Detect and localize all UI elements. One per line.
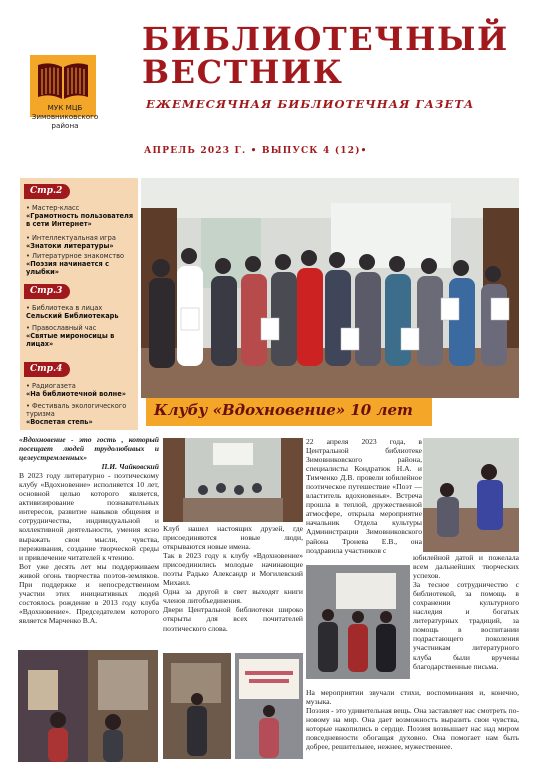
event-photo-image [235, 653, 303, 759]
event-photo-image [163, 438, 303, 522]
paragraph: Одна за другой в свет выходят книги членов литобъединения. [163, 587, 303, 606]
contents-sidebar [20, 178, 138, 430]
page-tag: Стр.3 [24, 284, 70, 299]
event-photo [18, 650, 158, 762]
page-tag: Стр.2 [24, 184, 70, 199]
event-photo-image [423, 438, 519, 552]
paragraph: юбилейной датой и пожелала всем дальнейших творческих успехов. [413, 553, 519, 581]
contents-item-title: «Воспетая степь» [26, 418, 93, 426]
contents-item-kind: • Литературное знакомство [26, 252, 125, 260]
paragraph: Поэзия - это удивительная вещь. Она заставляет нас смотреть по-новому на мир. Она дает возможность выразить свои чувства, которые накопились в сердце. Поэзия возвышает нас над миром повседневности обогащая духовно. Она помогает нам быть добрее, решительнее, нежнее, мужественнее. [306, 706, 519, 752]
article-headline: Клубу «Вдохновение» 10 лет [154, 401, 413, 419]
title-line-1: БИБЛИОТЕЧНЫЙ [142, 20, 509, 58]
event-photo-image [163, 653, 231, 759]
contents-item-kind: • Мастер-класс [26, 204, 80, 212]
contents-item [26, 382, 134, 398]
group-photo-image [141, 178, 519, 398]
article-column-3-bottom [306, 688, 519, 751]
contents-item [26, 304, 134, 320]
paragraph: Так в 2023 году к клубу «Вдохновение» присоединились молодые начинающие поэты Радько Александр и Могилевский Михаил. [163, 551, 303, 588]
contents-item-title: Сельский Библиотекарь [26, 312, 119, 320]
contents-item-title: «Знатоки литературы» [26, 242, 114, 250]
newspaper-title [142, 20, 532, 91]
paragraph: Вот уже десять лет мы поддерживаем живой огонь творчества поэтов-земляков. При поддержке и непосредственном участии этих инициативных людей состоялось рождение в 2013 году клуба «Вдохновение». Председателем которого является Марченко В.А. [19, 561, 159, 625]
event-photo [163, 438, 303, 522]
event-photo [306, 565, 410, 679]
org-name: МУК МЦБ Зимовниковского района [31, 103, 99, 130]
contents-item [26, 402, 134, 426]
paragraph: 22 апреля 2023 года, в Центральной библиотеке Зимовниковского района, специалисты Кондратюк Н.А. и Тимченко Д.В. провели юбилейное поэтическое путешествие «Поэт — властитель вдохновенья». Встреча прошла в теплой, дружественной атмосфере, открыла мероприятие начальник Отдела культуры Администрации Зимовниковского района Тронева Е.В., она поздравила участников с [306, 437, 422, 555]
contents-item-title: «На библиотечной волне» [26, 390, 126, 398]
paragraph: Клуб нашел настоящих друзей, где присоединяются новые люди, открываются новые имена. [163, 524, 303, 552]
contents-item-kind: • Интеллектуальная игра [26, 234, 116, 242]
article-column-1 [19, 435, 159, 625]
newspaper-subtitle: ЕЖЕМЕСЯЧНАЯ БИБЛИОТЕЧНАЯ ГАЗЕТА [146, 97, 475, 111]
paragraph: В 2023 году литературно - поэтическому клубу «Вдохновение» исполняется 10 лет, основной целью которого является, активизирование познавательных интересов, развитие навыков общения и сотрудничества, индивидуальной и коллективной деятельности, умения ясно выражать свои мысли, чувства, переживания, создание творческой среды и привлечение читателей к чтению. [19, 471, 159, 562]
contents-item-title: «Поэзия начинается с улыбки» [26, 260, 109, 276]
event-photo [235, 653, 303, 759]
paragraph: Двери Центральной библиотеки широко открыты для всех почитателей поэтического слова. [163, 605, 303, 633]
article-column-2 [163, 524, 303, 633]
contents-item-kind: • Радиогазета [26, 382, 76, 390]
event-photo-image [18, 650, 158, 762]
event-photo [163, 653, 231, 759]
epigraph-author: П.И. Чайковский [101, 462, 159, 472]
article-column-3-mid [413, 553, 519, 671]
contents-item [26, 204, 134, 228]
contents-item-kind: • Фестиваль экологического туризма [26, 402, 127, 418]
paragraph: На мероприятии звучали стихи, воспоминания и, конечно, музыка. [306, 688, 519, 707]
event-photo [423, 438, 519, 552]
title-line-2: ВЕСТНИК [142, 53, 344, 91]
epigraph: «Вдохновение - это гость , который посещает людей трудолюбивых и целеустремленных» [19, 435, 159, 463]
event-photo-image [306, 565, 410, 679]
contents-item-kind: • Библиотека в лицах [26, 304, 103, 312]
contents-item-title: «Грамотность пользователя в сети Интернет» [26, 212, 134, 228]
paragraph: За тесное сотрудничество с библиотекой, за помощь в сохранении культурного наследия и богатых литературных традиций, за помощь в воспитании подрастающего поколения участникам литературного клуба были вручены благодарственные письма. [413, 580, 519, 671]
contents-item-title: «Святые мироносицы в лицах» [26, 332, 115, 348]
issue-info: АПРЕЛЬ 2023 Г. • ВЫПУСК 4 (12)• [144, 146, 368, 156]
contents-item-kind: • Православный час [26, 324, 97, 332]
group-photo [141, 178, 519, 398]
article-column-3-top [306, 437, 422, 555]
contents-item [26, 252, 134, 276]
page-tag: Стр.4 [24, 362, 70, 377]
contents-item [26, 324, 134, 348]
contents-item [26, 234, 134, 250]
article-banner [146, 398, 432, 426]
